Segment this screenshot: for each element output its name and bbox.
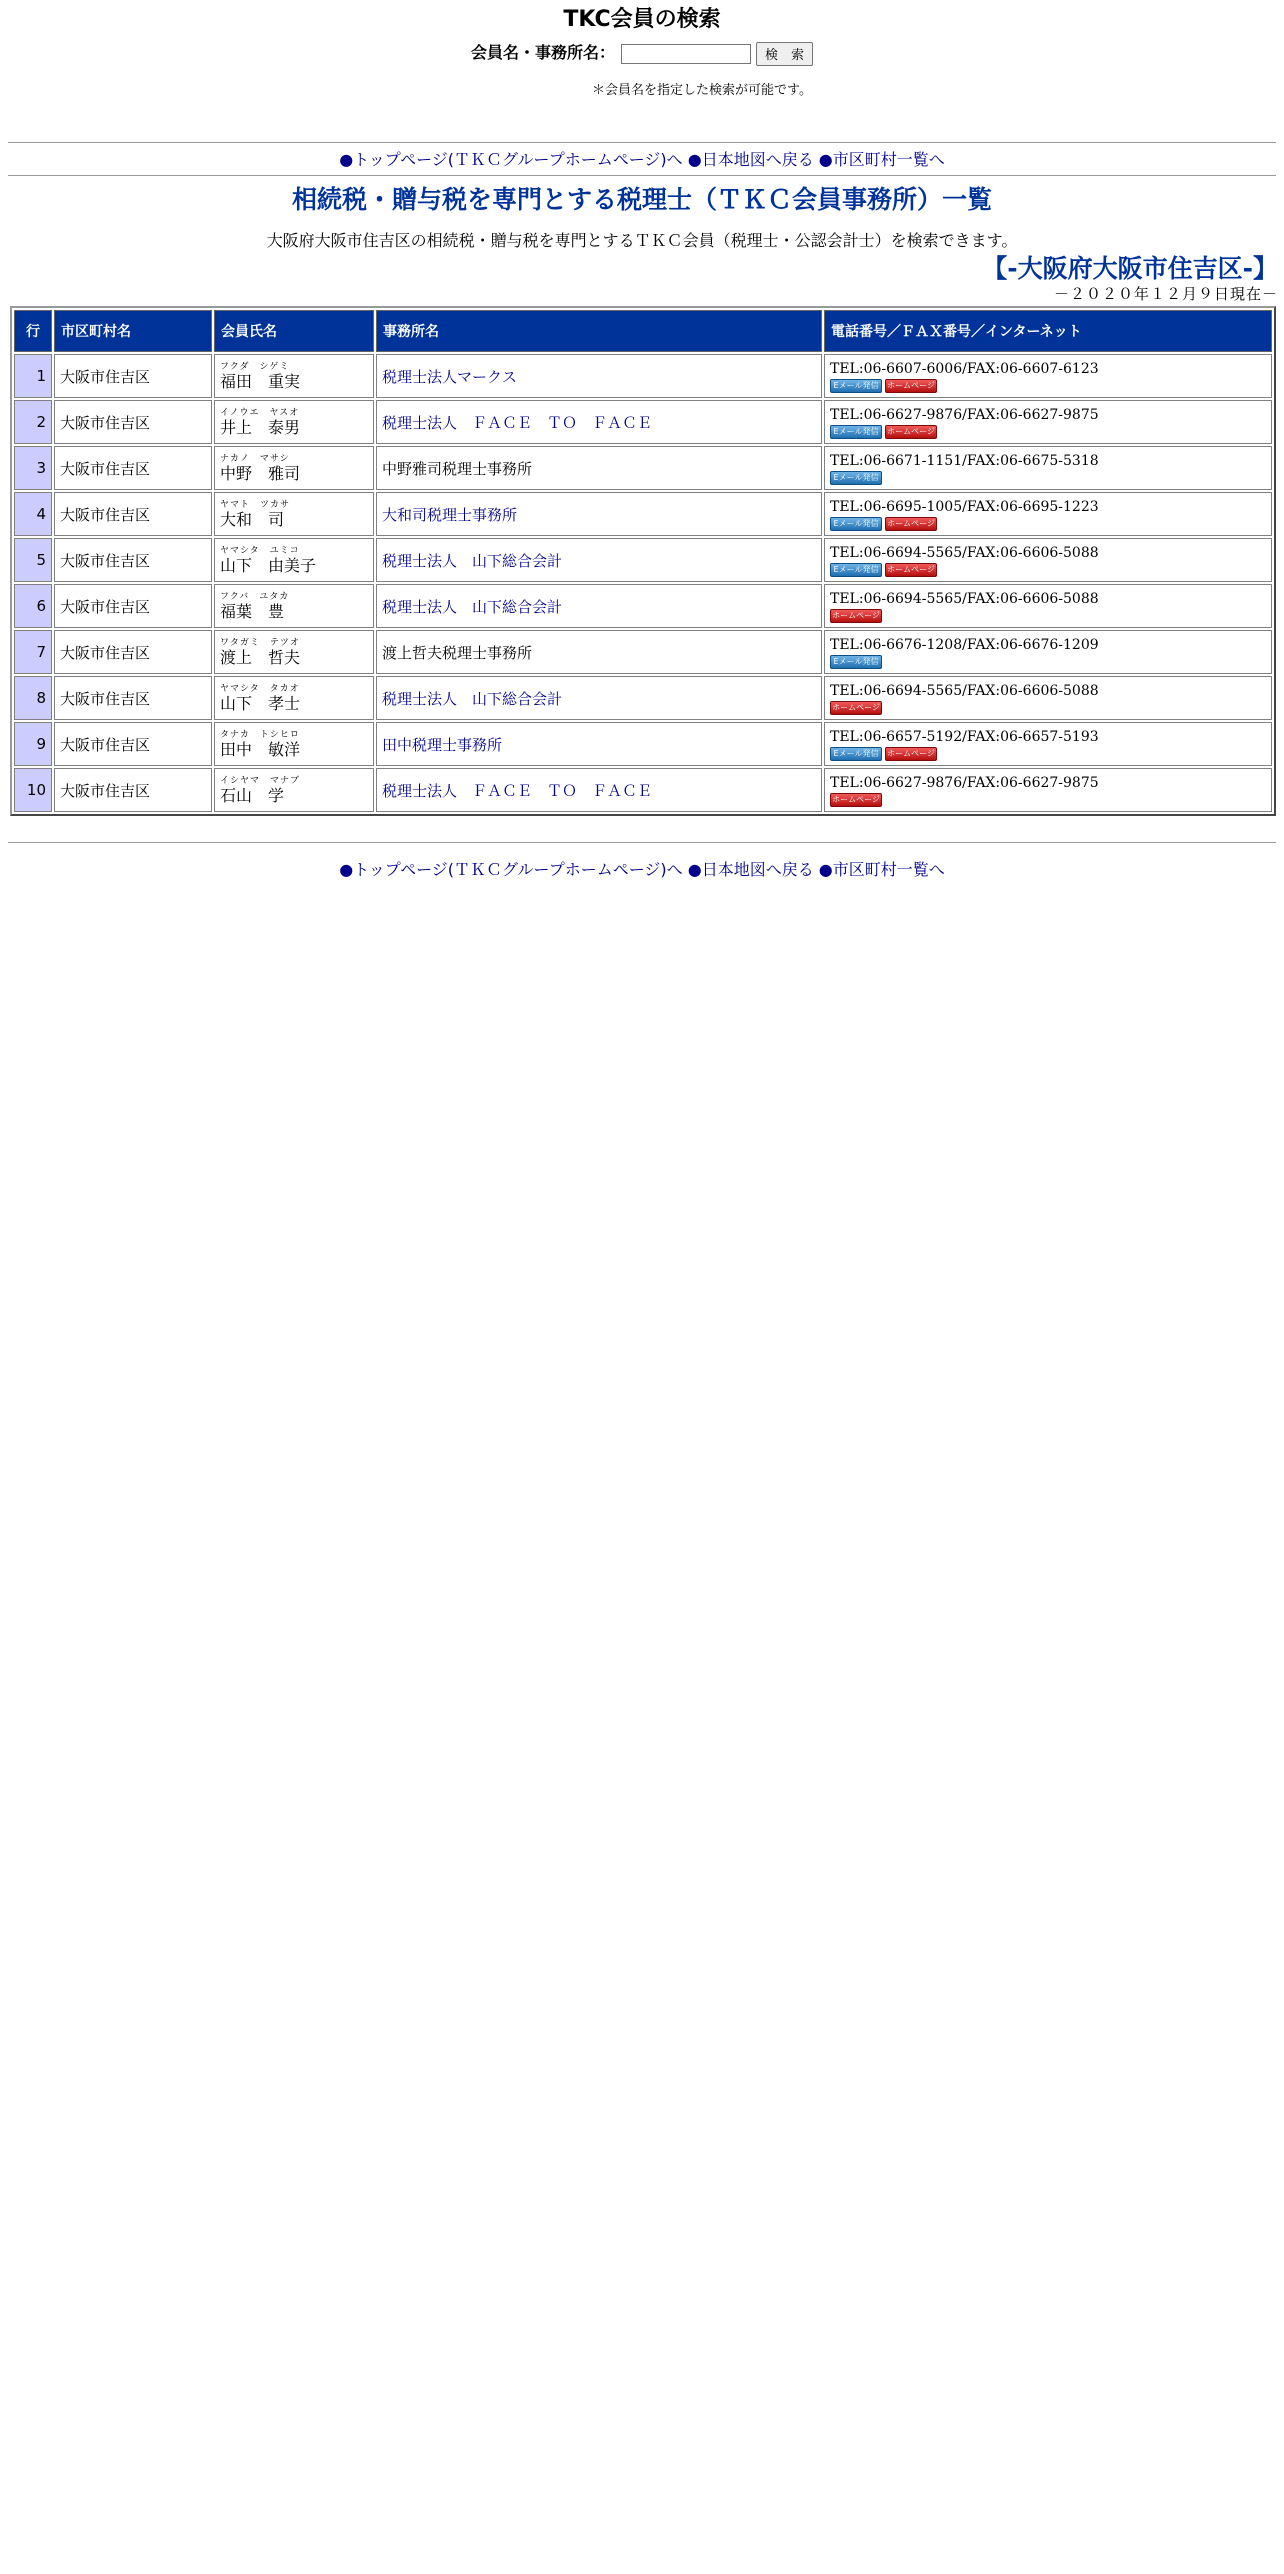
table-row bbox=[14, 722, 1272, 766]
office-cell bbox=[376, 492, 822, 536]
city-cell: 大阪市住吉区 bbox=[54, 676, 212, 720]
office-name: 渡上哲夫税理士事務所 bbox=[382, 643, 533, 662]
office-cell bbox=[376, 584, 822, 628]
member-kana: ヤマシタ ユミコ bbox=[220, 545, 300, 556]
office-link[interactable]: 税理士法人 ＦＡＣＥ ＴＯ ＦＡＣＥ bbox=[382, 413, 653, 432]
column-header-office: 事務所名 bbox=[376, 310, 822, 352]
member-cell bbox=[214, 538, 374, 582]
member-cell bbox=[214, 446, 374, 490]
search-label: 会員名・事務所名： bbox=[470, 43, 615, 62]
office-cell bbox=[376, 676, 822, 720]
member-name: 田中 敏洋 bbox=[220, 739, 301, 759]
city-cell: 大阪市住吉区 bbox=[54, 354, 212, 398]
column-header-member: 会員氏名 bbox=[214, 310, 374, 352]
member-name: 渡上 哲夫 bbox=[220, 647, 301, 667]
search-title: TKC会員の検索 bbox=[563, 7, 721, 32]
internet-buttons bbox=[830, 517, 1266, 531]
nav-top-page-link[interactable]: ●トップページ(ＴＫＣグループホームページ)へ bbox=[339, 860, 683, 879]
member-cell bbox=[214, 630, 374, 674]
divider bbox=[8, 175, 1276, 176]
email-button[interactable]: Eメール発信 bbox=[830, 655, 882, 669]
contact-cell bbox=[824, 768, 1272, 812]
contact-cell bbox=[824, 446, 1272, 490]
table-row bbox=[14, 446, 1272, 490]
member-kana: ナカノ マサシ bbox=[220, 453, 290, 464]
member-kana: フクバ ユタカ bbox=[220, 591, 290, 602]
internet-buttons bbox=[830, 701, 1266, 715]
column-header-contact: 電話番号／ＦＡＸ番号／インターネット bbox=[824, 310, 1272, 352]
member-name: 石山 学 bbox=[220, 785, 285, 805]
tel-fax: TEL:06-6627-9876/FAX:06-6627-9875 bbox=[830, 774, 1099, 791]
row-number: 7 bbox=[14, 630, 52, 674]
homepage-button[interactable]: ホームページ bbox=[885, 425, 937, 439]
area-title: 【-大阪府大阪市住吉区-】 bbox=[982, 254, 1278, 283]
member-table bbox=[10, 306, 1276, 816]
city-cell: 大阪市住吉区 bbox=[54, 584, 212, 628]
member-cell bbox=[214, 354, 374, 398]
member-name: 福葉 豊 bbox=[220, 601, 285, 621]
row-number: 8 bbox=[14, 676, 52, 720]
table-row bbox=[14, 354, 1272, 398]
office-cell bbox=[376, 722, 822, 766]
nav-city-list-link[interactable]: ●市区町村一覧へ bbox=[818, 150, 945, 169]
member-name: 山下 由美子 bbox=[220, 555, 317, 575]
nav-japan-map-link[interactable]: ●日本地図へ戻る bbox=[687, 860, 814, 879]
table-row bbox=[14, 676, 1272, 720]
city-cell: 大阪市住吉区 bbox=[54, 538, 212, 582]
member-kana: タナカ トシヒロ bbox=[220, 729, 300, 740]
member-kana: ヤマシタ タカオ bbox=[220, 683, 300, 694]
tel-fax: TEL:06-6694-5565/FAX:06-6606-5088 bbox=[830, 544, 1099, 561]
row-number: 5 bbox=[14, 538, 52, 582]
tel-fax: TEL:06-6694-5565/FAX:06-6606-5088 bbox=[830, 682, 1099, 699]
office-link[interactable]: 税理士法人マークス bbox=[382, 367, 517, 386]
search-input[interactable] bbox=[621, 44, 751, 64]
row-number: 9 bbox=[14, 722, 52, 766]
column-header-row-no: 行 bbox=[14, 310, 52, 352]
homepage-button[interactable]: ホームページ bbox=[885, 747, 937, 761]
member-cell bbox=[214, 584, 374, 628]
member-kana: ヤマト ツカサ bbox=[220, 499, 291, 510]
contact-cell bbox=[824, 538, 1272, 582]
page-title: 相続税・贈与税を専門とする税理士（ＴＫＣ会員事務所）一覧 bbox=[291, 185, 992, 214]
office-cell bbox=[376, 630, 822, 674]
contact-cell bbox=[824, 354, 1272, 398]
row-number: 6 bbox=[14, 584, 52, 628]
city-cell: 大阪市住吉区 bbox=[54, 400, 212, 444]
office-link[interactable]: 税理士法人 ＦＡＣＥ ＴＯ ＦＡＣＥ bbox=[382, 781, 653, 800]
city-cell: 大阪市住吉区 bbox=[54, 722, 212, 766]
member-kana: ワタガミ テツオ bbox=[220, 637, 300, 648]
email-button[interactable]: Eメール発信 bbox=[830, 747, 882, 761]
nav-top-page-link[interactable]: ●トップページ(ＴＫＣグループホームページ)へ bbox=[339, 150, 683, 169]
city-cell: 大阪市住吉区 bbox=[54, 492, 212, 536]
member-name: 福田 重実 bbox=[220, 371, 301, 391]
tel-fax: TEL:06-6627-9876/FAX:06-6627-9875 bbox=[830, 406, 1099, 423]
row-number: 1 bbox=[14, 354, 52, 398]
contact-cell bbox=[824, 492, 1272, 536]
member-name: 井上 泰男 bbox=[220, 417, 301, 437]
internet-buttons bbox=[830, 655, 1266, 669]
search-button[interactable]: 検 索 bbox=[756, 42, 813, 66]
member-cell bbox=[214, 768, 374, 812]
internet-buttons bbox=[830, 425, 1266, 439]
tel-fax: TEL:06-6695-1005/FAX:06-6695-1223 bbox=[830, 498, 1099, 515]
office-link[interactable]: 税理士法人 山下総合会計 bbox=[382, 551, 563, 570]
internet-buttons bbox=[830, 379, 1266, 393]
nav-bottom bbox=[0, 853, 1284, 885]
member-kana: イシヤマ マナブ bbox=[220, 775, 301, 786]
table-row bbox=[14, 768, 1272, 812]
office-cell bbox=[376, 768, 822, 812]
internet-buttons bbox=[830, 609, 1266, 623]
homepage-button[interactable]: ホームページ bbox=[830, 609, 882, 623]
tel-fax: TEL:06-6607-6006/FAX:06-6607-6123 bbox=[830, 360, 1099, 377]
contact-cell bbox=[824, 676, 1272, 720]
table-row bbox=[14, 630, 1272, 674]
internet-buttons bbox=[830, 563, 1266, 577]
office-cell bbox=[376, 446, 822, 490]
email-button[interactable]: Eメール発信 bbox=[830, 471, 882, 485]
email-button[interactable]: Eメール発信 bbox=[830, 563, 882, 577]
email-button[interactable]: Eメール発信 bbox=[830, 379, 882, 393]
city-cell: 大阪市住吉区 bbox=[54, 630, 212, 674]
contact-cell bbox=[824, 400, 1272, 444]
office-cell bbox=[376, 354, 822, 398]
member-kana: イノウエ ヤスオ bbox=[220, 407, 300, 418]
member-cell bbox=[214, 400, 374, 444]
search-note: ＊会員名を指定した検索が可能です。 bbox=[592, 83, 812, 98]
member-name: 大和 司 bbox=[220, 509, 285, 529]
search-form bbox=[0, 40, 1284, 66]
contact-cell bbox=[824, 630, 1272, 674]
homepage-button[interactable]: ホームページ bbox=[830, 701, 882, 715]
member-name: 中野 雅司 bbox=[220, 463, 301, 483]
member-kana: フクダ シゲミ bbox=[220, 361, 290, 372]
homepage-button[interactable]: ホームページ bbox=[885, 517, 937, 531]
contact-cell bbox=[824, 722, 1272, 766]
office-name: 中野雅司税理士事務所 bbox=[382, 459, 533, 478]
office-link[interactable]: 税理士法人 山下総合会計 bbox=[382, 597, 563, 616]
city-cell: 大阪市住吉区 bbox=[54, 446, 212, 490]
tel-fax: TEL:06-6671-1151/FAX:06-6675-5318 bbox=[830, 452, 1099, 469]
homepage-button[interactable]: ホームページ bbox=[885, 379, 937, 393]
table-row bbox=[14, 492, 1272, 536]
column-header-city: 市区町村名 bbox=[54, 310, 212, 352]
row-number: 10 bbox=[14, 768, 52, 812]
nav-top bbox=[0, 143, 1284, 175]
office-link[interactable]: 税理士法人 山下総合会計 bbox=[382, 689, 563, 708]
city-cell: 大阪市住吉区 bbox=[54, 768, 212, 812]
internet-buttons bbox=[830, 747, 1266, 761]
table-row bbox=[14, 584, 1272, 628]
contact-cell bbox=[824, 584, 1272, 628]
tel-fax: TEL:06-6676-1208/FAX:06-6676-1209 bbox=[830, 636, 1099, 653]
member-cell bbox=[214, 492, 374, 536]
page-description: 大阪府大阪市住吉区の相続税・贈与税を専門とするＴＫＣ会員（税理士・公認会計士）を検索できます。 bbox=[266, 231, 1018, 250]
tel-fax: TEL:06-6694-5565/FAX:06-6606-5088 bbox=[830, 590, 1099, 607]
nav-japan-map-link[interactable]: ●日本地図へ戻る bbox=[687, 150, 814, 169]
member-cell bbox=[214, 676, 374, 720]
office-cell bbox=[376, 538, 822, 582]
table-header-row bbox=[14, 310, 1272, 352]
divider bbox=[8, 842, 1276, 843]
homepage-button[interactable]: ホームページ bbox=[830, 793, 882, 807]
office-link[interactable]: 田中税理士事務所 bbox=[382, 735, 503, 754]
office-cell bbox=[376, 400, 822, 444]
table-row bbox=[14, 538, 1272, 582]
email-button[interactable]: Eメール発信 bbox=[830, 517, 882, 531]
row-number: 3 bbox=[14, 446, 52, 490]
office-link[interactable]: 大和司税理士事務所 bbox=[382, 505, 518, 524]
internet-buttons bbox=[830, 471, 1266, 485]
homepage-button[interactable]: ホームページ bbox=[885, 563, 937, 577]
tel-fax: TEL:06-6657-5192/FAX:06-6657-5193 bbox=[830, 728, 1099, 745]
email-button[interactable]: Eメール発信 bbox=[830, 425, 882, 439]
row-number: 4 bbox=[14, 492, 52, 536]
internet-buttons bbox=[830, 793, 1266, 807]
nav-city-list-link[interactable]: ●市区町村一覧へ bbox=[818, 860, 945, 879]
table-row bbox=[14, 400, 1272, 444]
row-number: 2 bbox=[14, 400, 52, 444]
as-of-date: －２０２０年１２月９日現在－ bbox=[1053, 285, 1278, 303]
member-cell bbox=[214, 722, 374, 766]
member-name: 山下 孝士 bbox=[220, 693, 301, 713]
